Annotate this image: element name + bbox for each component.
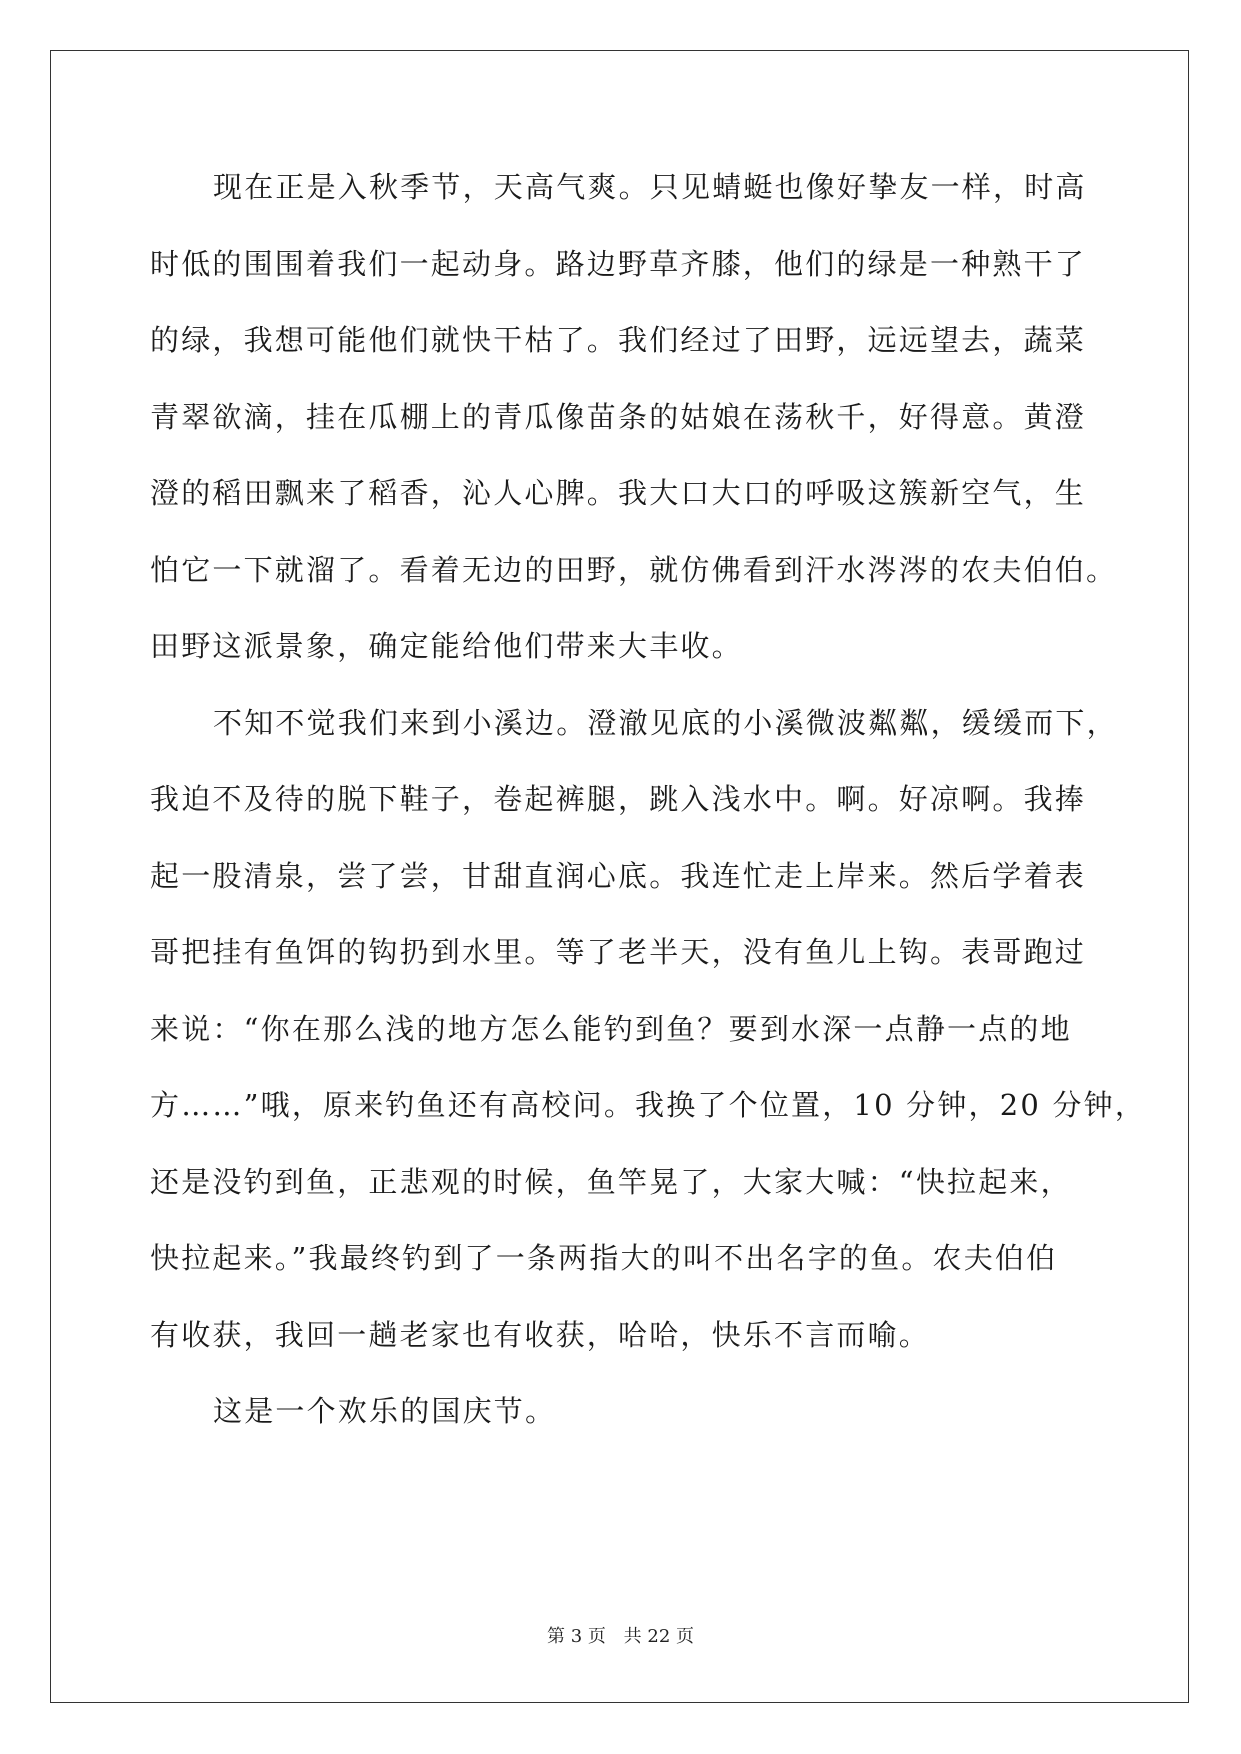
paragraph-1-line-7: 田野这派景象，确定能给他们带来大丰收。 [150,629,743,663]
document-body [150,160,1147,1461]
page-total: 共 22 页 [623,1626,694,1647]
paragraph-1-line-6: 怕它一下就溜了。看着无边的田野，就仿佛看到汗水涔涔的农夫伯伯。 [150,552,1118,587]
paragraph-1-line-5: 澄的稻田飘来了稻香，沁人心脾。我大口大口的呼吸这簇新空气，生 [150,476,1087,510]
paragraph-1-line-2: 时低的围围着我们一起动身。路边野草齐膝，他们的绿是一种熟干了 [150,246,1087,281]
paragraph-2-line-9: 有收获，我回一趟老家也有收获，哈哈，快乐不言而喻。 [150,1317,931,1352]
paragraph-1-line-1: 现在正是入秋季节，天高气爽。只见蜻蜓也像好挚友一样，时高 [213,170,1087,204]
paragraph-1-line-4: 青翠欲滴，挂在瓜棚上的青瓜像苗条的姑娘在荡秋千，好得意。黄澄 [150,399,1087,434]
paragraph-2-line-3: 起一股清泉，尝了尝，甘甜直润心底。我连忙走上岸来。然后学着表 [150,858,1087,893]
paragraph-1-line-3: 的绿，我想可能他们就快干枯了。我们经过了田野，远远望去，蔬菜 [150,323,1087,357]
paragraph-2-line-5: 来说：“你在那么浅的地方怎么能钓到鱼？要到水深一点静一点的地 [150,1011,1072,1046]
paragraph-2-line-4: 哥把挂有鱼饵的钩扔到水里。等了老半天，没有鱼儿上钩。表哥跑过 [150,935,1087,969]
paragraph-3-line-1: 这是一个欢乐的国庆节。 [213,1394,557,1428]
page-number: 第 3 页 [547,1626,606,1647]
paragraph-2-line-1: 不知不觉我们来到小溪边。澄澈见底的小溪微波粼粼，缓缓而下， [213,705,1118,740]
paragraph-2-line-8: 快拉起来。”我最终钓到了一条两指大的叫不出名字的鱼。农夫伯伯 [150,1241,1058,1275]
paragraph-2-line-6: 方……”哦，原来钓鱼还有高校问。我换了个位置，10 分钟，20 分钟， [150,1088,1147,1122]
paragraph-2-line-7: 还是没钓到鱼，正悲观的时候，鱼竿晃了，大家大喊：“快拉起来， [150,1164,1072,1199]
page-footer [0,1622,1241,1648]
paragraph-2-line-2: 我迫不及待的脱下鞋子，卷起裤腿，跳入浅水中。啊。好凉啊。我捧 [150,782,1087,816]
